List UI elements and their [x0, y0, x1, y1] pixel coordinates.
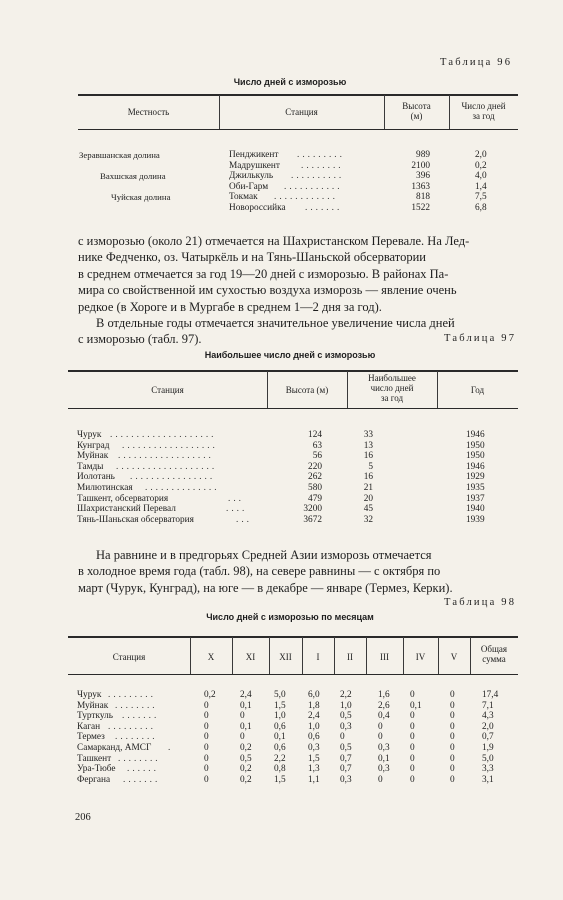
table-98-month-value: 2,2 — [274, 753, 286, 764]
table-98-title: Число дней с изморозью по месяцам — [206, 612, 374, 622]
table-row — [0, 711, 563, 722]
table-98-total: 0,7 — [482, 732, 494, 743]
table-98-station: Ура-Тюбе — [77, 764, 116, 775]
text-line: нике Федченко, оз. Чатыркёль и на Тянь-Шаньской обсерватории — [78, 250, 426, 265]
table-98-month-value: 0 — [340, 732, 345, 743]
leader-dots: ....... — [123, 774, 161, 785]
body-paragraph-1 — [78, 233, 518, 348]
table-97-days: 45 — [363, 504, 373, 515]
leader-dots: ................... — [116, 461, 218, 472]
table-97-year: 1939 — [466, 514, 485, 525]
table-97-height: 3672 — [303, 514, 322, 525]
table-98-month-value: 0,7 — [340, 764, 352, 775]
table-98-month-value: 1,5 — [308, 753, 320, 764]
table-98-month-value: 0,3 — [340, 721, 352, 732]
table-96-title: Число дней с изморозью — [233, 77, 347, 87]
table-98-month-value: 0 — [410, 721, 415, 732]
table-97-station: Шахристанский Перевал — [77, 504, 176, 515]
leader-dots: .................... — [110, 430, 217, 440]
leader-dots: . — [168, 743, 174, 753]
table-98-month-value: 0 — [450, 711, 455, 722]
table-97-days: 5 — [368, 461, 373, 472]
table-98-header-station: Станция — [112, 652, 146, 662]
table-row — [0, 515, 563, 526]
table-96-header-days-line1: Число дней — [461, 101, 506, 111]
table-96-height: 989 — [416, 150, 430, 160]
table-row — [0, 451, 563, 462]
table-row — [0, 483, 563, 494]
table-row — [0, 754, 563, 765]
table-98-month-value: 0 — [378, 774, 383, 785]
table-98-month-value: 0,7 — [340, 753, 352, 764]
table-97-title: Наибольшее число дней с изморозью — [204, 350, 376, 360]
table-98-month-value: 0,3 — [340, 774, 352, 785]
table-97-height: 63 — [312, 440, 322, 451]
table-98-month-value: 0,2 — [240, 774, 252, 785]
table-98-station: Ташкент — [77, 753, 112, 764]
table-98-month-value: 0 — [450, 732, 455, 743]
leader-dots: ....... — [122, 711, 160, 722]
table-98-month-value: 0,6 — [274, 743, 286, 753]
page-number: 206 — [75, 812, 91, 823]
table-97-height: 479 — [308, 493, 322, 504]
table-98-month-value: 0,1 — [240, 700, 252, 711]
table-row — [0, 161, 563, 172]
table-97-year: 1946 — [466, 430, 485, 440]
table-98-month-value: 1,5 — [274, 774, 286, 785]
body-paragraph-2 — [78, 547, 518, 596]
leader-dots: ................ — [130, 472, 216, 483]
table-97-header-days-line3: за год — [380, 393, 404, 403]
table-97-station: Милютинская — [77, 483, 133, 493]
table-98-total: 1,9 — [482, 743, 494, 753]
text-line: в холодное время года (табл. 98), на севере равнины — с октября по — [78, 564, 441, 579]
leader-dots: .................. — [118, 451, 214, 462]
table-98-station: Турткуль — [77, 711, 113, 722]
table-98-month-value: 0,3 — [378, 743, 390, 753]
leader-dots: .............. — [145, 483, 220, 493]
table-row — [0, 504, 563, 515]
table-98-station: Чурук — [77, 690, 102, 700]
leader-dots: ........ — [118, 753, 161, 764]
text-line: март (Чурук, Кунград), на юге — в декабре — январе (Термез, Керки). — [78, 580, 453, 595]
table-98-month-value: 1,5 — [274, 700, 286, 711]
table-98-label: Таблица 98 — [444, 597, 517, 608]
table-98-month-value: 2,6 — [378, 700, 390, 711]
table-98-month-value: 0,6 — [274, 721, 286, 732]
leader-dots: ........ — [115, 732, 158, 743]
table-row — [0, 494, 563, 505]
leader-dots: ....... — [305, 203, 343, 213]
table-row — [0, 722, 563, 733]
table-98-month-value: 0,8 — [274, 764, 286, 775]
table-97-height: 56 — [312, 451, 322, 462]
leader-dots: ... — [228, 493, 244, 504]
table-98-header-month: II — [347, 652, 353, 662]
table-98-month-value: 0,5 — [240, 753, 252, 764]
table-98-station: Термез — [77, 732, 105, 743]
table-98-total: 3,3 — [482, 764, 494, 775]
table-98-month-value: 1,0 — [340, 700, 352, 711]
table-row — [0, 462, 563, 473]
table-98-top-rule — [68, 636, 518, 638]
table-98-month-value: 0,6 — [308, 732, 320, 743]
table-97-header-year: Год — [470, 385, 485, 395]
leader-dots: ......... — [297, 150, 345, 160]
table-98-total: 5,0 — [482, 753, 494, 764]
table-96-station: Мадрушкент — [229, 160, 280, 171]
table-98-header-total-line1: Общая — [480, 644, 508, 654]
table-98-header-month: V — [450, 652, 458, 662]
text-line: В отдельные годы отмечается значительное увеличение числа дней — [96, 316, 455, 331]
text-line: редкое (в Хороге и в Мургабе в среднем 1—2 дня за год). — [78, 299, 382, 314]
table-98-header-month: III — [380, 652, 389, 662]
table-98-month-value: 0,5 — [340, 743, 352, 753]
table-97-year: 1950 — [466, 440, 485, 451]
table-96-header-days-line2: за год — [472, 111, 495, 121]
table-98-station: Муйнак — [77, 700, 109, 711]
table-98-month-value: 0 — [204, 721, 209, 732]
table-97-height: 220 — [308, 461, 322, 472]
table-row — [0, 472, 563, 483]
table-97-days: 13 — [363, 440, 373, 451]
table-96-station: Новороссийка — [229, 203, 286, 213]
table-98-month-value: 2,4 — [308, 711, 320, 722]
table-97-height: 262 — [308, 472, 322, 483]
table-96-days: 1,4 — [475, 181, 487, 192]
table-97-height: 580 — [308, 483, 322, 493]
table-98-month-value: 2,2 — [340, 690, 352, 700]
table-96-days: 0,2 — [475, 160, 487, 171]
table-98-month-value: 2,4 — [240, 690, 252, 700]
table-98-month-value: 0 — [410, 774, 415, 785]
table-98-header-month: X — [207, 652, 215, 662]
table-98-month-value: 0,1 — [240, 721, 252, 732]
table-98-month-value: 0,4 — [378, 711, 390, 722]
table-96-height: 1522 — [411, 203, 430, 213]
table-98-month-value: 0,5 — [340, 711, 352, 722]
table-97-days: 33 — [363, 430, 373, 440]
table-96-region: Зеравшанская долина — [79, 150, 160, 160]
table-98-total: 4,3 — [482, 711, 494, 722]
table-97-days: 16 — [363, 472, 373, 483]
table-97-label: Таблица 97 — [444, 333, 517, 344]
table-98-month-value: 0 — [450, 764, 455, 775]
leader-dots: .................. — [122, 440, 218, 451]
table-98-month-value: 0 — [378, 721, 383, 732]
table-98-total: 2,0 — [482, 721, 494, 732]
leader-dots: .......... — [291, 171, 345, 182]
table-97-header-days — [347, 373, 437, 403]
table-98-month-value: 0 — [450, 721, 455, 732]
table-98-month-value: 1,1 — [308, 774, 320, 785]
table-row — [0, 690, 563, 701]
table-98-month-value: 5,0 — [274, 690, 286, 700]
text-line: с изморозью (около 21) отмечается на Шахристанском Перевале. На Лед- — [78, 234, 470, 248]
leader-dots: ......... — [108, 690, 156, 700]
table-98-month-value: 0,2 — [240, 743, 252, 753]
table-97-station: Тамды — [77, 461, 104, 472]
table-97-station: Чурук — [77, 430, 102, 440]
table-98-month-value: 0 — [204, 700, 209, 711]
table-98-month-value: 1,3 — [308, 764, 320, 775]
table-98-month-value: 0 — [410, 711, 415, 722]
table-98-month-value: 0 — [410, 690, 415, 700]
table-97-station: Кунград — [77, 440, 110, 451]
table-98-month-value: 0 — [410, 753, 415, 764]
table-97-station: Иолотань — [77, 472, 115, 483]
table-97-top-rule — [68, 370, 518, 372]
table-97-station: Тянь-Шаньская обсерватория — [77, 514, 194, 525]
table-98-month-value: 0 — [450, 743, 455, 753]
table-96-header-days — [449, 101, 518, 121]
table-96-header-rule — [78, 129, 518, 130]
text-line: мира со свойственной им сухостью воздуха изморозь — явление очень — [78, 283, 457, 298]
table-96-label: Таблица 96 — [440, 57, 513, 68]
table-98-month-value: 0 — [450, 700, 455, 711]
table-row — [0, 732, 563, 743]
leader-dots: ........... — [284, 181, 343, 192]
table-98-month-value: 0 — [204, 774, 209, 785]
table-98-month-value: 0 — [240, 732, 245, 743]
table-96-station: Пенджикент — [229, 150, 279, 160]
table-97-year: 1950 — [466, 451, 485, 462]
table-98-total: 3,1 — [482, 774, 494, 785]
table-98-header-month: XI — [245, 652, 256, 662]
leader-dots: ......... — [108, 721, 156, 732]
table-96-header-height-line2: (м) — [410, 111, 423, 121]
table-98-month-value: 1,8 — [308, 700, 320, 711]
table-98-station: Каган — [77, 721, 101, 732]
table-96-days: 7,5 — [475, 192, 487, 203]
table-98-month-value: 1,6 — [378, 690, 390, 700]
table-98-month-value: 0,1 — [378, 753, 390, 764]
table-96-header-height-line1: Высота — [402, 101, 431, 111]
table-97-days: 16 — [363, 451, 373, 462]
table-97-days: 21 — [363, 483, 373, 493]
table-98-total: 17,4 — [482, 690, 499, 700]
leader-dots: ........ — [301, 160, 344, 171]
table-row — [0, 182, 563, 193]
leader-dots: ............ — [274, 192, 338, 203]
table-98-month-value: 1,0 — [308, 721, 320, 732]
table-97-station: Ташкент, обсерватория — [77, 493, 169, 504]
table-row — [0, 701, 563, 712]
table-96-height: 2100 — [411, 160, 430, 171]
table-98-month-value: 0 — [410, 764, 415, 775]
table-96-height: 1363 — [411, 181, 430, 192]
table-98-month-value: 0 — [204, 753, 209, 764]
table-98-month-value: 0,2 — [240, 764, 252, 775]
table-96-header-station: Станция — [285, 107, 318, 117]
table-98-month-value: 0 — [450, 774, 455, 785]
table-97-year: 1940 — [466, 504, 485, 515]
table-98-month-value: 0 — [410, 743, 415, 753]
table-98-total: 7,1 — [482, 700, 494, 711]
table-98-station: Самарканд, АМСГ — [77, 743, 152, 753]
leader-dots: ........ — [115, 700, 158, 711]
text-line: с изморозью (табл. 97). — [78, 332, 202, 347]
leader-dots: ...... — [127, 764, 159, 775]
table-98-month-value: 1,0 — [274, 711, 286, 722]
table-row — [0, 775, 563, 786]
table-row — [0, 192, 563, 203]
table-row — [0, 171, 563, 182]
table-row — [0, 150, 563, 161]
table-98-month-value: 0,1 — [274, 732, 286, 743]
leader-dots: ... — [236, 514, 252, 525]
table-row — [0, 441, 563, 452]
table-96-station: Токмак — [229, 192, 258, 203]
table-98-month-value: 0 — [378, 732, 383, 743]
table-98-header-month: XII — [279, 652, 292, 662]
table-96-days: 6,8 — [475, 203, 487, 213]
table-97-header-days-line1: Наибольшее — [368, 373, 416, 383]
table-row — [0, 203, 563, 214]
table-96-region: Чуйская долина — [111, 192, 171, 203]
leader-dots: .... — [226, 504, 248, 515]
table-98-month-value: 0 — [204, 711, 209, 722]
table-98-header-month: IV — [415, 652, 426, 662]
table-97-year: 1929 — [466, 472, 485, 483]
table-97-year: 1946 — [466, 461, 485, 472]
table-98-month-value: 0 — [204, 732, 209, 743]
table-97-header-rule — [68, 408, 518, 409]
table-97-days: 20 — [363, 493, 373, 504]
table-96-height: 396 — [416, 171, 430, 182]
table-96-height: 818 — [416, 192, 430, 203]
table-97-header-station: Станция — [151, 385, 184, 395]
table-96-station: Оби-Гарм — [229, 181, 269, 192]
text-line: На равнине и в предгорьях Средней Азии изморозь отмечается — [96, 548, 432, 562]
table-98-header-total — [470, 644, 518, 664]
table-98-month-value: 0,2 — [204, 690, 216, 700]
table-96-header-height — [384, 101, 449, 121]
text-line: в среднем отмечается за год 19—20 дней с изморозью. В районах Па- — [78, 266, 449, 281]
table-97-header-days-line2: число дней — [370, 383, 414, 393]
table-98-month-value: 0,1 — [410, 700, 422, 711]
table-98-month-value: 0 — [450, 690, 455, 700]
table-98-header-month: I — [316, 652, 320, 662]
table-98-month-value: 0 — [204, 764, 209, 775]
table-98-month-value: 0 — [410, 732, 415, 743]
table-98-month-value: 0 — [450, 753, 455, 764]
table-row — [0, 764, 563, 775]
table-97-days: 32 — [363, 514, 373, 525]
table-97-header-height: Высота (м) — [285, 385, 329, 395]
table-96-region: Вахшская долина — [100, 171, 166, 182]
table-97-station: Муйнак — [77, 451, 109, 462]
table-97-height: 3200 — [303, 504, 322, 515]
table-98-month-value: 0 — [204, 743, 209, 753]
table-98-month-value: 0,3 — [308, 743, 320, 753]
table-98-month-value: 0,3 — [378, 764, 390, 775]
table-97-height: 124 — [308, 430, 322, 440]
table-97-year: 1935 — [466, 483, 485, 493]
table-98-month-value: 0 — [240, 711, 245, 722]
table-row — [0, 743, 563, 754]
table-96-station: Джилькуль — [229, 171, 274, 182]
table-96-header-region: Местность — [127, 107, 170, 117]
table-96-days: 4,0 — [475, 171, 487, 182]
table-98-header-rule — [68, 674, 518, 675]
table-96-days: 2,0 — [475, 150, 487, 160]
table-97-year: 1937 — [466, 493, 485, 504]
table-row — [0, 430, 563, 441]
table-98-month-value: 6,0 — [308, 690, 320, 700]
table-96-top-rule — [78, 94, 518, 96]
table-98-header-total-line2: сумма — [482, 654, 506, 664]
table-98-station: Фергана — [77, 774, 111, 785]
